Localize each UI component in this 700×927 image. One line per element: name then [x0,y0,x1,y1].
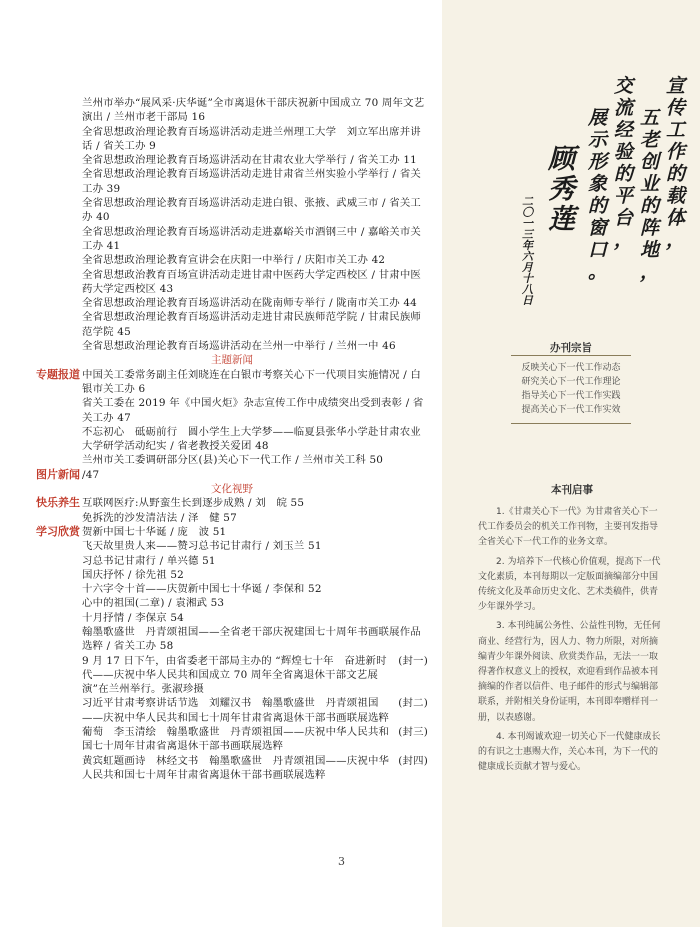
toc-entry: 全省思想政治理论教育百场巡讲活动走进甘肃民族师范学院 / 甘肃民族师范学院 45 [82,311,422,338]
toc-entry: 互联网医疗:从野蛮生长到逐步成熟 / 刘 皖 55 [82,497,305,510]
toc-entry: 全省思想政治理论教育百场巡讲活动在甘肃农业大学举行 / 省关工办 11 [82,154,417,167]
table-of-contents [36,96,428,782]
mission-item: 研究关心下一代工作理论 [521,377,621,387]
cover-marker: (封二) [398,697,428,710]
notice-paragraph: 2. 为培养下一代核心价值观，提高下一代文化素质，本刊每期以一定版面摘编部分中国传统文化及革命历史文化、艺术类稿件，供青少年课外学习。 [478,556,661,613]
calligraphy-inscription [516,70,686,307]
toc-entry: 全省思想政治理论教育百场巡讲活动在陇南师专举行 / 陇南市关工办 44 [82,297,417,310]
toc-entry [82,754,428,783]
cover-marker: (封四) [398,754,428,767]
toc-entry: 中国关工委常务副主任刘晓连在白银市考察关心下一代项目实施情况 / 白银市关工办 6 [82,368,422,395]
toc-entry: 贺新中国七十华诞 / 庞 波 51 [82,525,227,538]
toc-entry: 全省思想政治理论教育宣讲会在庆阳一中举行 / 庆阳市关工办 42 [82,254,386,267]
toc-entry-text: 习近平甘肃考察讲话节选 刘耀汉书 翰墨歌盛世 丹青颂祖国——庆祝中华人民共和国七十周年甘肃省离退休干部书画联展选粹 [82,697,390,724]
section-title: 主题新闻 [211,354,253,367]
toc-entry: 兰州市关工委调研部分区(县)关心下一代工作 / 兰州市关工科 50 [82,454,384,467]
toc-entry: 免拆洗的沙发清洁法 / 泽 健 57 [82,511,237,524]
toc-entry: 全省思想政治理论教育百场巡讲活动走进白银、张掖、武威三市 / 省关工办 40 [82,197,422,224]
mission-rule-bottom [511,423,631,424]
toc-section [36,496,428,525]
toc-entry: 全省思想政治理论教育百场巡讲活动走进嘉峪关市酒钢三中 / 嘉峪关市关工办 41 [82,225,422,252]
toc-entry: 全省思想政治理论教育百场巡讲活动走进甘肃省兰州实验小学举行 / 省关工办 39 [82,168,422,195]
column-label: 学习欣赏 [36,524,80,538]
toc-entry: 全省思想政治理论教育百场巡讲活动走进兰州理工大学 刘立军出席并讲话 / 省关工办 9 [82,125,421,152]
calligraphy-column: 宣传工作的载体， [666,75,686,251]
toc-entry: 全省思想政治理论教育百场巡讲活动在兰州一中举行 / 兰州一中 46 [82,340,396,353]
toc-entry-text: 黄宾虹题画诗 林经文书 翰墨歌盛世 丹青颂祖国——庆祝中华人民共和国七十周年甘肃省离退休干部书画联展选粹 [82,754,390,781]
column-label: 快乐养生 [36,496,80,510]
toc-entry: /47 [82,468,100,481]
toc-entry: 省关工委在 2019 年《中国火炬》杂志宣传工作中成绩突出受到表彰 / 省关工办 47 [82,397,424,424]
mission-title: 办刊宗旨 [550,342,592,354]
toc-entry: 翰墨歌盛世 丹青颂祖国——全省老干部庆祝建国七十周年书画联展作品选粹 / 省关工办 58 [82,625,421,653]
mission-item: 提高关心下一代工作实效 [521,405,621,415]
mission-item: 反映关心下一代工作动态 [521,363,621,373]
notice-paragraph: 1.《甘肃关心下一代》为甘肃省关心下一代工作委员会的机关工作刊物，主要刊发指导全省关心下一代工作的业务文章。 [478,507,659,548]
notice-body [478,505,666,775]
toc-entry: 十六字令十首——庆贺新中国七十华诞 / 李保和 52 [82,583,322,596]
toc-entry: 十月抒情 / 李保京 54 [82,611,184,624]
mission-box [442,340,700,429]
toc-section [36,368,428,468]
section-title: 文化视野 [211,483,253,496]
mission-rule-top [511,355,631,356]
toc-entry [82,654,428,697]
cover-marker: (封一) [398,654,428,667]
toc-entry: 飞天故里贵人来——赞习总书记甘肃行 / 刘玉兰 51 [82,540,322,553]
toc-entry: 心中的祖国(二章) / 袁湘武 53 [82,597,225,610]
calligraphy-date: 二〇一三年六月十八日 [522,195,533,307]
mission-list [442,361,700,417]
toc-entry: 习总书记甘肃行 / 单兴德 51 [82,554,216,567]
notice-paragraph: 3. 本刊纯属公务性、公益性刊物，无任何商业、经营行为，因人力、物力所限，对所摘编青少年课外阅读、欣赏类作品，无法一一取得著作权意义上的授权，欢迎看到作品被本刊摘编的作者以信件、电子邮件的形式与编辑部联系，并附相关身份证明，本刊即奉赠样刊一册，以表感谢。 [478,621,661,723]
toc-entry: 全省思想政治教育百场宣讲活动走进甘肃中医药大学定西校区 / 甘肃中医药大学定西校区 43 [82,268,422,295]
toc-entry-text: 葡萄 李玉清绘 翰墨歌盛世 丹青颂祖国——庆祝中华人民共和国七十周年甘肃省离退休干部书画联展选粹 [82,726,390,753]
toc-entry: 不忘初心 砥砺前行 圆小学生上大学梦——临夏县张华小学赴甘肃农业大学研学活动纪实 / 省老教授关爱团 48 [82,425,421,453]
calligraphy-column: 五老创业的阵地， [640,107,660,283]
toc-entry [82,696,428,725]
toc-section [36,96,428,353]
notice-paragraph: 4. 本刊竭诚欢迎一切关心下一代健康成长的有识之士惠赐大作，关心本刊，为下一代的健康成长贡献才智与爱心。 [478,731,661,773]
column-label: 专题报道 [36,367,80,381]
page-number: 3 [338,855,345,868]
toc-entry: 兰州市举办“展风采·庆华诞”全市离退休干部庆祝新中国成立 70 周年文艺演出 / 兰州市老干部局 16 [82,97,425,124]
calligraphy-signature: 顾秀莲 [548,144,575,235]
column-label: 图片新闻 [36,467,80,481]
toc-entry [82,725,428,754]
mission-item: 指导关心下一代工作实践 [521,391,621,401]
notice-title: 本刊启事 [551,484,593,496]
calligraphy-column: 交流经验的平台， [614,75,634,251]
toc-entry: 国庆抒怀 / 徐先祖 52 [82,568,184,581]
toc-section [36,525,428,782]
calligraphy-column: 展示形象的窗口。 [588,107,608,283]
editorial-notice [478,482,666,779]
cover-marker: (封三) [398,726,428,739]
toc-entry-text: 9 月 17 日下午，由省委老干部局主办的 “辉煌七十年 奋进新时代——庆祝中华人民共和国成立 70 周年全省离退休干部文艺展演”在兰州举行。张淑珍摄 [82,654,387,696]
toc-section [36,468,428,482]
